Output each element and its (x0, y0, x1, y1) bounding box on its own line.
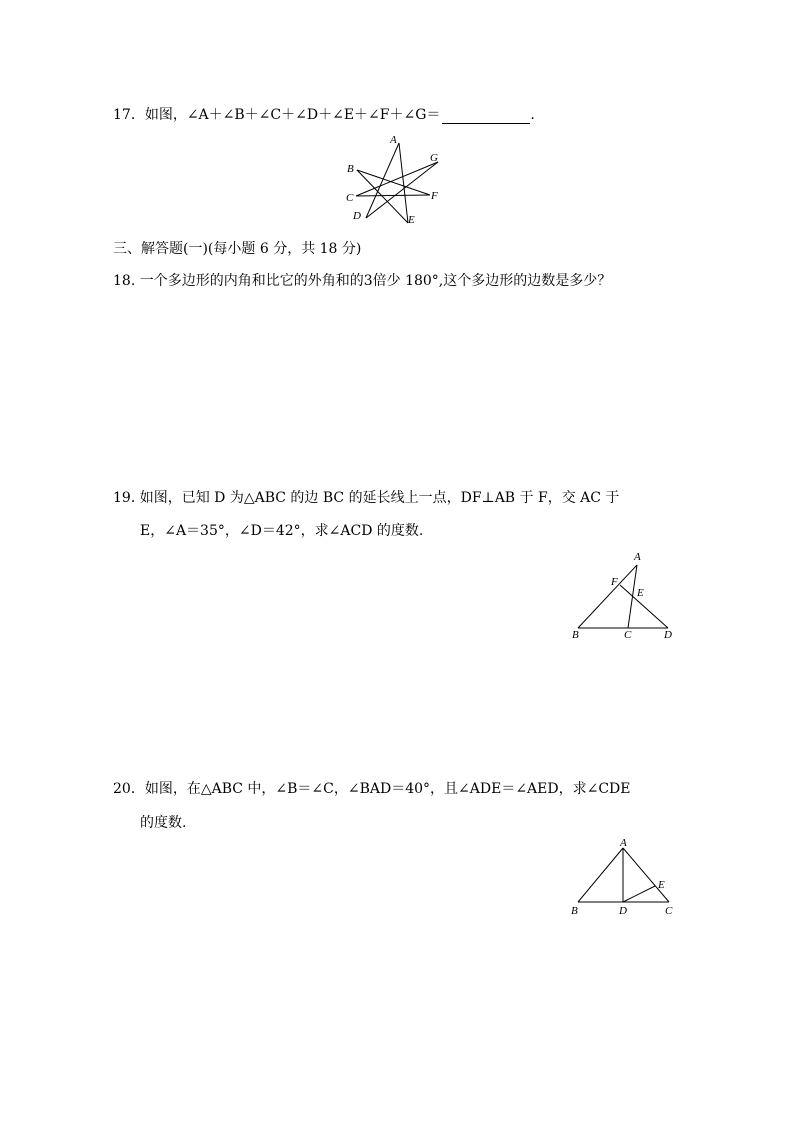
q20-label-b: B (571, 905, 578, 917)
q17-number: 17． (113, 107, 145, 123)
q19-label-a: A (634, 551, 641, 563)
q17-label-e: E (408, 214, 415, 226)
q20-triangle-figure (578, 848, 669, 902)
q17-label-f: F (431, 190, 438, 202)
q19-line-2: E，∠A＝35°，∠D＝42°，求∠ACD 的度数. (140, 523, 424, 539)
q17-segment-c-f (356, 195, 430, 196)
q17-star-lines (356, 143, 438, 223)
q20-line-2: 的度数. (140, 815, 187, 831)
q20-segment-b-a (578, 848, 623, 902)
q20-line-1 (113, 778, 631, 798)
q17-label-b: B (347, 163, 354, 175)
q20-text-1: 如图，在△ABC 中，∠B＝∠C，∠BAD＝40°，且∠ADE＝∠AED，求∠CDE (144, 781, 631, 797)
q17-label-g: G (430, 152, 438, 164)
q17-label-a: A (390, 134, 397, 146)
q20-number: 20． (113, 781, 145, 797)
q19-line-1 (113, 487, 619, 507)
q20-segment-d-e (623, 886, 655, 902)
q19-segment-f-d (620, 585, 668, 628)
q19-label-e: E (637, 587, 644, 599)
q17-label-d: D (353, 210, 361, 222)
q19-label-c: C (624, 629, 632, 641)
q19-number: 19. (113, 490, 136, 506)
q20-segment-a-c (623, 848, 669, 902)
q17-end: . (530, 107, 535, 123)
q18-line (113, 270, 611, 290)
q20-label-a: A (620, 837, 627, 849)
q17-label-c: C (346, 192, 354, 204)
q19-triangle-figure (578, 565, 668, 628)
q18-number: 18. (113, 273, 136, 289)
q20-label-e: E (658, 879, 665, 891)
q19-label-b: B (572, 629, 579, 641)
q17-text: 如图，∠A＋∠B＋∠C＋∠D＋∠E＋∠F＋∠G＝ (144, 107, 441, 123)
q20-label-c: C (665, 905, 673, 917)
q19-segment-b-a (578, 565, 637, 628)
q19-label-d: D (664, 629, 672, 641)
q17-segment-c-g (356, 162, 438, 196)
q19-text-1: 如图，已知 D 为△ABC 的边 BC 的延长线上一点，DF⊥AB 于 F，交 AC 于 (139, 490, 620, 506)
q20-label-d: D (619, 905, 627, 917)
q17-segment-a-e (399, 143, 408, 223)
q19-label-f: F (611, 576, 618, 588)
section-3-heading: 三、解答题(一)(每小题 6 分，共 18 分) (113, 241, 362, 257)
q18-text: 一个多边形的内角和比它的外角和的3倍少 180°,这个多边形的边数是多少？ (139, 273, 612, 289)
